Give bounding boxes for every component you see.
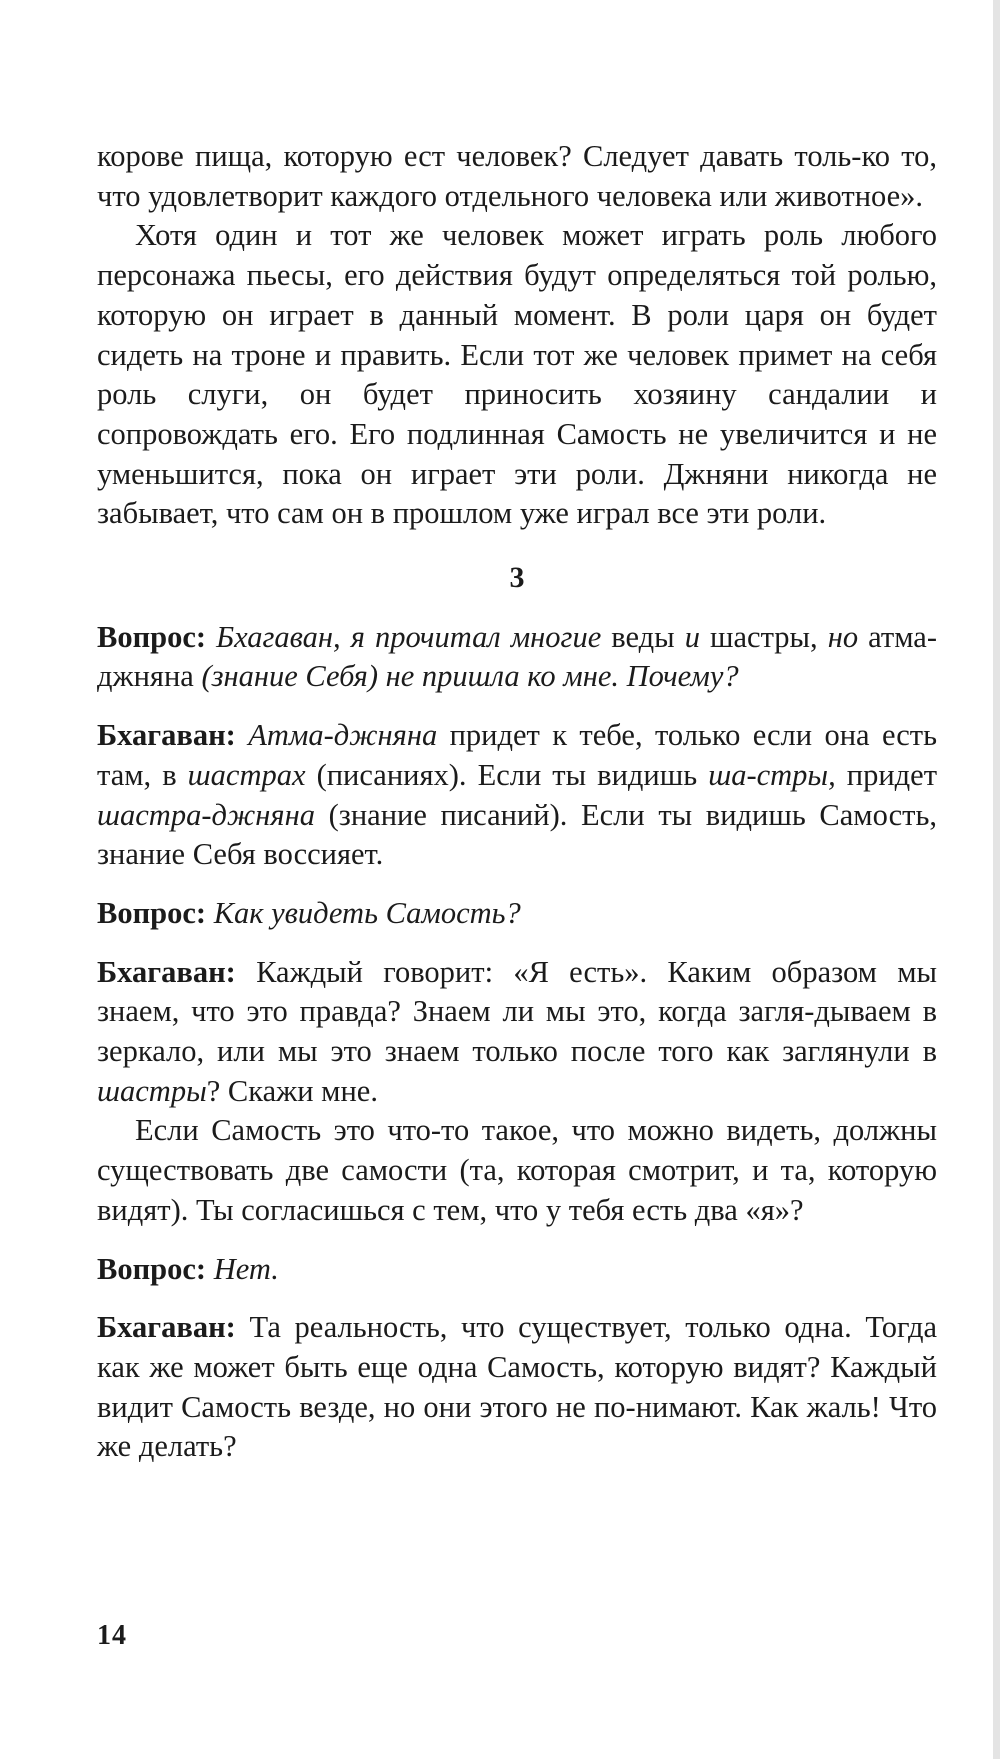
section-number: 3 <box>509 561 525 595</box>
page-number: 14 <box>97 1620 127 1651</box>
question-3: Вопрос: Нет. <box>97 1251 279 1286</box>
speaker-label: Бхагаван: <box>97 1310 236 1345</box>
answer-1: Бхагаван: Атма-джняна придет к тебе, только если она есть там, в шастрах (писаниях). Если ты видишь ша-стры, придет шастра-джняна (знание писаний). Если ты видишь Самость, знание Себя воссияет. <box>97 718 938 872</box>
answer-2-continued: Если Самость это что-то такое, что можно видеть, должны существовать две самости (та, которая смотрит, и та, которую видят). Ты согласишься с тем, что у тебя есть два «я»? <box>97 1113 937 1227</box>
speaker-label: Вопрос: <box>97 895 207 930</box>
speaker-label: Вопрос: <box>97 619 207 654</box>
speaker-label: Бхагаван: <box>97 718 236 753</box>
question-2: Вопрос: Как увидеть Самость? <box>97 895 521 930</box>
speaker-label: Бхагаван: <box>97 954 236 989</box>
page-edge-shadow <box>993 0 1000 1759</box>
answer-3: Бхагаван: Та реальность, что существует, только одна. Тогда как же может быть еще одна Самость, которую видят? Каждый видит Самость везде, но они этого не по-нимают. Как жаль! Что же делать? <box>97 1310 938 1464</box>
answer-2: Бхагаван: Каждый говорит: «Я есть». Каким образом мы знаем, что это правда? Знаем ли мы это, когда загля-дываем в зеркало, или мы это знаем только после того как заглянули в шастры? Скажи мне. <box>97 954 937 1108</box>
question-1: Вопрос: Бхагаван, я прочитал многие веды и шастры, но атма-джняна (знание Себя) не пришла ко мне. Почему? <box>97 619 938 694</box>
page-body <box>97 137 937 1467</box>
speaker-label: Вопрос: <box>97 1251 207 1286</box>
paragraph-continued: корове пища, которую ест человек? Следует давать толь-ко то, что удовлетворит каждого отдельного человека или животное». <box>97 139 937 213</box>
paragraph-roles: Хотя один и тот же человек может играть роль любого персонажа пьесы, его действия будут определяться той ролью, которую он играет в данный момент. В роли царя он будет сидеть на троне и править. Если тот же человек примет на себя роль слуги, он будет приносить хозяину сандалии и сопровождать его. Его подлинная Самость не увеличится и не уменьшится, пока он играет эти роли. Джняни никогда не забывает, что сам он в прошлом уже играл все эти роли. <box>97 218 937 531</box>
